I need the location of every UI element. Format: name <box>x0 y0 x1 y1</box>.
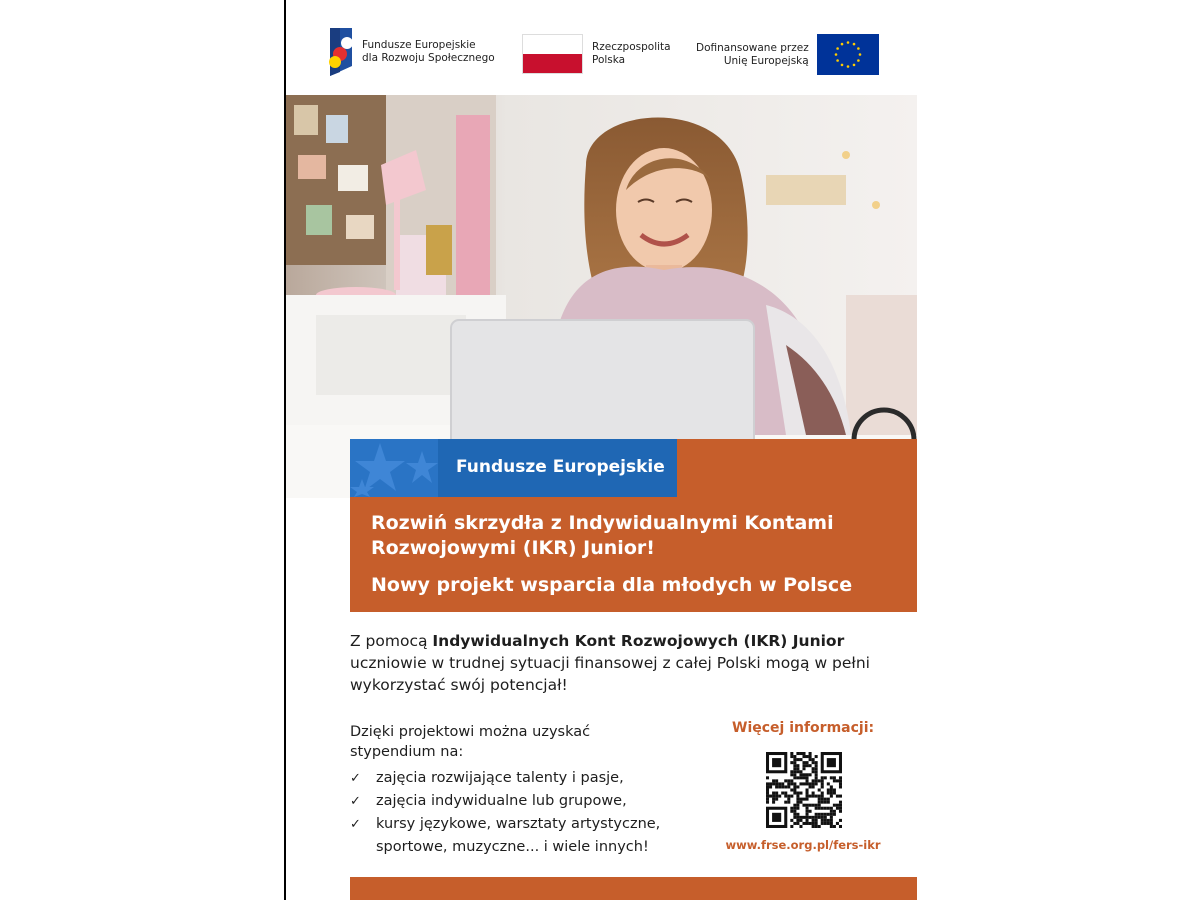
fe-logo <box>326 26 495 78</box>
fe-tab <box>350 439 677 497</box>
banner-subtitle: Nowy projekt wsparcia dla młodych w Polsce <box>371 574 853 596</box>
benefits-lead: Dzięki projektowi można uzyskać stypendium na: <box>350 724 591 760</box>
fe-flag-icon <box>326 26 356 78</box>
list-item <box>350 767 710 790</box>
check-icon: ✓ <box>350 817 361 832</box>
list-item-text: zajęcia rozwijające talenty i pasje, <box>376 770 624 786</box>
benefits-list <box>350 767 710 859</box>
poland-flag-icon <box>522 34 583 74</box>
fe-tab-label: Fundusze Europejskie <box>456 457 665 477</box>
eu-logo-line2: Unię Europejską <box>723 54 809 67</box>
eu-logo <box>696 34 879 75</box>
fe-logo-line2: dla Rozwoju Społecznego <box>362 52 495 64</box>
stars-pattern-icon <box>350 439 438 497</box>
check-icon: ✓ <box>350 771 361 786</box>
intro-prefix: Z pomocą <box>350 632 433 650</box>
eu-logo-line1: Dofinansowane przez <box>696 41 809 54</box>
poster-page <box>286 0 917 900</box>
list-item <box>350 813 710 859</box>
check-icon: ✓ <box>350 794 361 809</box>
hero-photo <box>286 95 917 498</box>
intro-suffix: uczniowie w trudnej sytuacji finansowej z całej Polski mogą w pełni wykorzystać swój potencjał! <box>350 654 870 694</box>
more-info-heading: Więcej informacji: <box>732 720 875 736</box>
pl-logo-line1: Rzeczpospolita <box>592 41 671 53</box>
info-link[interactable]: www.frse.org.pl/fers-ikr <box>725 838 881 852</box>
list-item-text: kursy językowe, warsztaty artystyczne, sportowe, muzyczne... i wiele innych! <box>376 816 661 855</box>
bottom-bar <box>350 877 917 900</box>
list-item-text: zajęcia indywidualne lub grupowe, <box>376 793 627 809</box>
intro-paragraph <box>350 630 890 696</box>
pl-logo <box>522 34 671 74</box>
logo-strip <box>286 0 917 95</box>
intro-bold: Indywidualnych Kont Rozwojowych (IKR) Junior <box>432 632 845 650</box>
pl-logo-line2: Polska <box>592 54 626 66</box>
eu-flag-icon <box>817 34 879 75</box>
banner-title: Rozwiń skrzydła z Indywidualnymi Kontami Rozwojowymi (IKR) Junior! <box>371 512 834 559</box>
qr-code-icon[interactable] <box>766 752 842 828</box>
fe-logo-line1: Fundusze Europejskie <box>362 39 476 51</box>
list-item <box>350 790 710 813</box>
